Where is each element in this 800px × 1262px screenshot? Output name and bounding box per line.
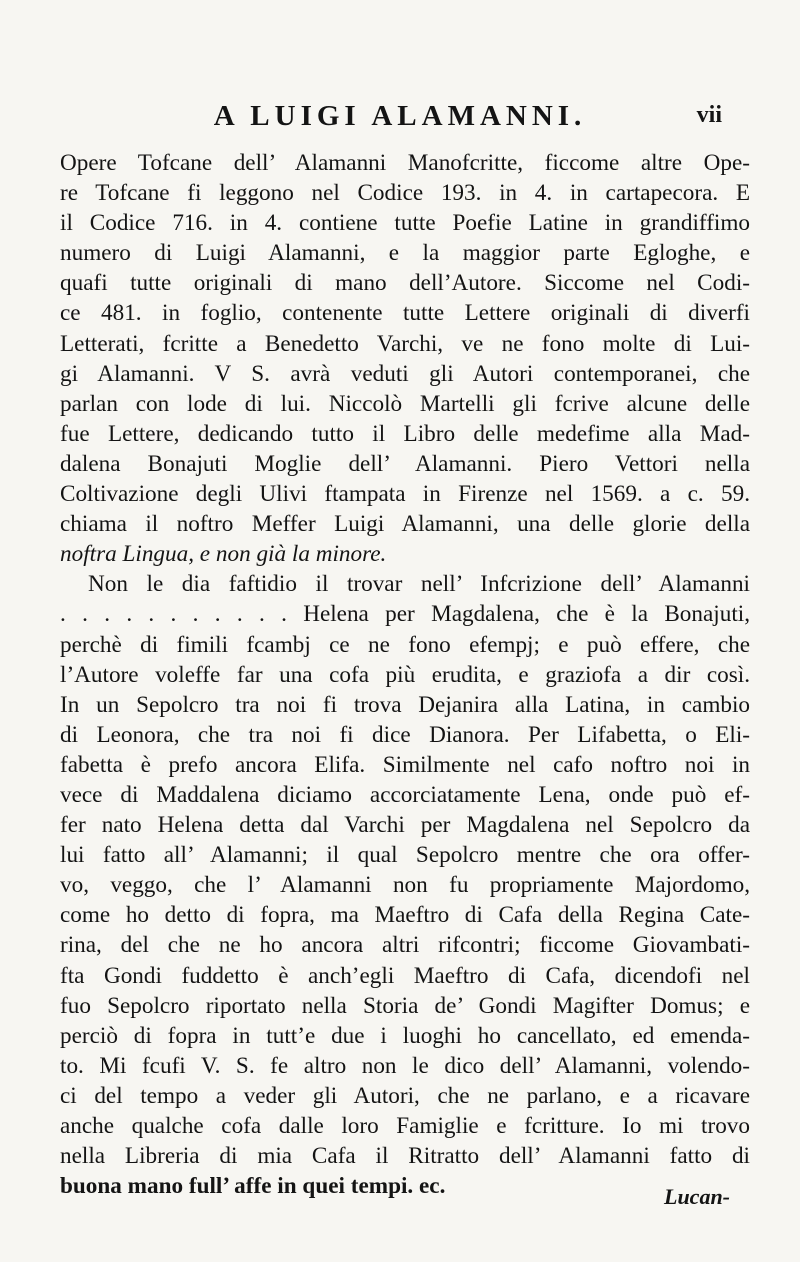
- text-line: re Tofcane fi leggono nel Codice 193. in 4. in cartapecora. E: [60, 180, 750, 207]
- text-line: lui fatto all’ Alamanni; il qual Sepolcro mentre che ora offer-: [60, 842, 750, 869]
- text-line: rina, del che ne ho ancora altri rifcontri; ficcome Giovambati-: [60, 932, 750, 959]
- text-line: fer nato Helena detta dal Varchi per Magdalena nel Sepolcro da: [60, 812, 750, 839]
- page-header: [0, 100, 800, 140]
- text-line: vo, veggo, che l’ Alamanni non fu propriamente Majordomo,: [60, 872, 750, 899]
- text-line: perchè di fimili fcambj ce ne fono efempj; e può effere, che: [60, 631, 750, 658]
- text-line: Opere Tofcane dell’ Alamanni Manofcritte, ficcome altre Ope-: [60, 150, 750, 176]
- page-number: vii: [696, 102, 722, 128]
- running-title: A LUIGI ALAMANNI.: [213, 100, 587, 132]
- text-line: ci del tempo a veder gli Autori, che ne parlano, e a ricavare: [60, 1082, 750, 1109]
- text-line: l’Autore voleffe far una cofa più erudita, e graziofa a dir così.: [60, 661, 750, 688]
- text-line: come ho detto di fopra, ma Maeftro di Cafa della Regina Cate-: [60, 902, 750, 929]
- text-line: quafi tutte originali di mano dell’Autore. Siccome nel Codi-: [60, 270, 750, 297]
- text-line: fuo Sepolcro riportato nella Storia de’ Gondi Magifter Domus; e: [60, 992, 750, 1019]
- text-line: di Leonora, che tra noi fi dice Dianora. Per Lifabetta, o Eli-: [60, 721, 750, 748]
- text-line: dalena Bonajuti Moglie dell’ Alamanni. Piero Vettori nella: [60, 450, 750, 477]
- text-line: gi Alamanni. V S. avrà veduti gli Autori contemporanei, che: [60, 360, 750, 387]
- text-line: noftra Lingua, e non già la minore.: [60, 541, 387, 568]
- text-line: fabetta è prefo ancora Elifa. Similmente nel cafo noftro noi in: [60, 751, 750, 778]
- letter-body: [60, 148, 750, 1201]
- text-line: Coltivazione degli Ulivi ftampata in Firenze nel 1569. a c. 59.: [60, 481, 750, 508]
- text-line: . . . . . . . . . . . Helena per Magdalena, che è la Bonajuti,: [60, 601, 750, 628]
- text-line: parlan con lode di lui. Niccolò Martelli gli fcrive alcune delle: [60, 390, 750, 417]
- text-line: to. Mi fcufi V. S. fe altro non le dico dell’ Alamanni, volendo-: [60, 1052, 750, 1079]
- text-line: nella Libreria di mia Cafa il Ritratto dell’ Alamanni fatto di: [60, 1143, 750, 1170]
- text-line: buona mano full’ affe in quei tempi. ec.: [60, 1173, 446, 1200]
- text-line: vece di Maddalena diciamo accorciatamente Lena, onde può ef-: [60, 781, 750, 808]
- catchword: Lucan-: [664, 1184, 730, 1209]
- text-line: chiama il noftro Meffer Luigi Alamanni, una delle glorie della: [60, 511, 750, 538]
- text-line: fta Gondi fuddetto è anch’egli Maeftro di Cafa, dicendofi nel: [60, 962, 750, 989]
- text-line: il Codice 716. in 4. contiene tutte Poefie Latine in grandiffimo: [60, 210, 750, 237]
- text-line: In un Sepolcro tra noi fi trova Dejanira alla Latina, in cambio: [60, 691, 750, 718]
- text-line: Non le dia faftidio il trovar nell’ Infcrizione dell’ Alamanni: [88, 571, 750, 598]
- text-line: fue Lettere, dedicando tutto il Libro delle medefime alla Mad-: [60, 420, 750, 447]
- text-line: anche qualche cofa dalle loro Famiglie e fcritture. Io mi trovo: [60, 1113, 750, 1139]
- text-line: ce 481. in foglio, contenente tutte Lettere originali di diverfi: [60, 300, 750, 327]
- text-line: perciò di fopra in tutt’e due i luoghi ho cancellato, ed emenda-: [60, 1022, 750, 1049]
- text-line: numero di Luigi Alamanni, e la maggior parte Egloghe, e: [60, 240, 750, 267]
- text-line: Letterati, fcritte a Benedetto Varchi, ve ne fono molte di Lui-: [60, 330, 750, 357]
